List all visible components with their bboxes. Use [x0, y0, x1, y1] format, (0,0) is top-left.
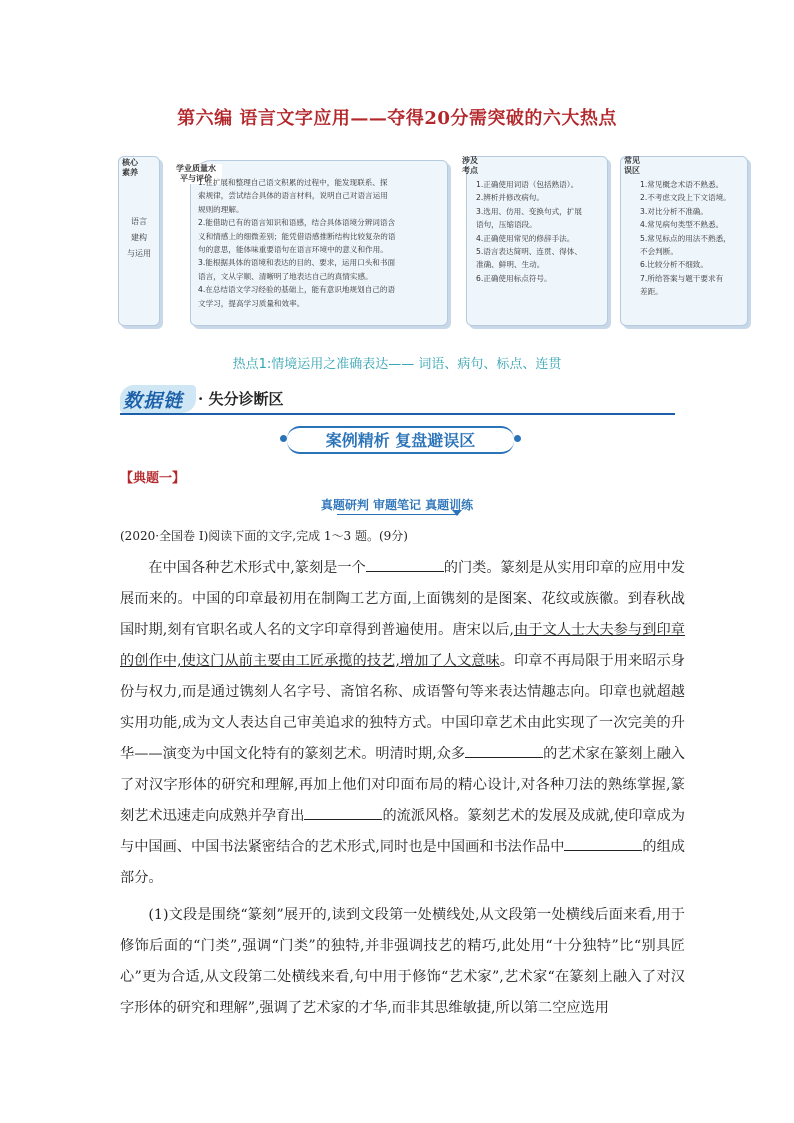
blank-4[interactable] — [564, 836, 642, 851]
question-source: (2020·全国卷 I)阅读下面的文字,完成 1～3 题。(9分) — [120, 529, 408, 543]
exam-points-list: 1.正确使用词语（包括熟语）。 2.辨析并修改病句。 3.选用、仿用、变换句式，扩展 语句，压缩语段。 4.正确使用常见的修辞手法。 5.语言表达简明、连贯、得体、 准确、鲜明、生动。 6.正确使用标点符号。 — [476, 180, 582, 283]
passage-paragraph-1: 在中国各种艺术形式中,篆刻是一个 的门类。篆刻是从实用印章的应用中发展而来的。中国的印章最初用在制陶工艺方面,上面镌刻的是图案、花纹或族徽。到春秋战国时期,刻有官职名或人名的文字印章得到普遍使用。唐宋以后,由于文人士大夫参与到印章的创作中,使这门从前主要由工匠承揽的技艺,增加了人文意味。印章不再局限于用来昭示身份与权力,而是通过镌刻人名字号、斋馆名称、成语警句等来表达情趣志向。印章也就超越实用功能,成为文人表达自己审美追求的独特方式。中国印章艺术由此实现了一次完美的升华——演变为中国文化特有的篆刻艺术。明清时期,众多 的艺术家在篆刻上融入了对汉字形体的研究和理解,再加上他们对印面布局的精心设计,对各种刀法的熟练掌握,篆刻艺术迅速走向成熟并孕育出 的流派风格。篆刻艺术的发展及成就,使印章成为与中国画、中国书法紧密结合的艺术形式,同时也是中国画和书法作品中 的组成部分。 — [120, 553, 685, 894]
data-chain-badge: 数据链 — [123, 390, 184, 412]
common-mistakes-list: 1.常见概念术语不熟悉。 2.不考虑文段上下文语境。 3.对比分析不准确。 4.常见病句类型不熟悉。 5.常见标点的用法不熟悉， 不会判断。 6.比较分析不细致。 7.所给答案与题干要求有 差距。 — [640, 180, 731, 297]
blank-1[interactable] — [366, 557, 444, 572]
section-divider — [120, 413, 675, 415]
analysis — [120, 900, 685, 1024]
core-literacy-tag: 核心 素养 — [122, 158, 138, 177]
hotspot-heading: 热点1:情境运用之准确表达—— 词语、病句、标点、连贯 — [232, 357, 562, 372]
quality-level-tag: 学业质量水 平与评价 — [170, 164, 222, 184]
common-mistakes-tag: 常见 误区 — [624, 156, 640, 175]
core-literacy-value: 语言 建构 与运用 — [127, 217, 151, 258]
sub-nav-underline — [337, 514, 457, 515]
sub-navigation: 真题研判 审题笔记 真题训练 — [320, 498, 474, 512]
section-heading: · 失分诊断区 — [198, 390, 284, 408]
banner-dot-left — [280, 435, 287, 442]
case-analysis-title: 案例精析 复盘避误区 — [325, 431, 476, 450]
blank-3[interactable] — [304, 805, 382, 820]
sub-nav-marker — [452, 510, 462, 516]
page-title: 第六编 语言文字应用——夺得20分需突破的六大热点 — [177, 108, 617, 129]
exam-points-tag: 涉及 考点 — [462, 156, 478, 175]
analysis-paragraph: (1)文段是围绕“篆刻”展开的,读到文段第一处横线处,从文段第一处横线后面来看,用于修饰后面的“门类”,强调“门类”的独特,并非强调技艺的精巧,此处用“十分独特”比“别具匠心”更为合适,从文段第二处横线来看,句中用于修饰“艺术家”,艺术家“在篆刻上融入了对汉字形体的研究和理解”,强调了艺术家的才华,而非其思维敏捷,所以第二空应选用 — [120, 907, 685, 1016]
quality-level-list: 1.在扩展和整理自己语文积累的过程中，能发现联系、探 索规律，尝试结合具体的语言材料，说明自己对语言运用 规则的理解。 2.能借助已有的语言知识和语感，结合具体语境分辨词语含 义和情感上的细微差别；能凭借语感推断结构比较复杂的语 句的意思，能体味重要语句在语言环境中的意义和作用。 3.能根据具体的语境和表达的目的、要求，运用口头和书面 语言，文从字顺、清晰明了地表达自己的真情实感。 4.在总结语文学习经验的基础上，能有意识地规划自己的语 文学习，提高学习质量和效率。 — [198, 178, 396, 308]
banner-dot-right — [514, 435, 521, 442]
blank-2[interactable] — [465, 743, 543, 758]
example-heading: 【典题一】 — [120, 471, 186, 486]
underlined-sentence: 由于文人士大夫参与到印章的创作中,使这门从前主要由工匠承揽的技艺,增加了人文意味 — [120, 622, 685, 669]
passage — [120, 553, 685, 894]
